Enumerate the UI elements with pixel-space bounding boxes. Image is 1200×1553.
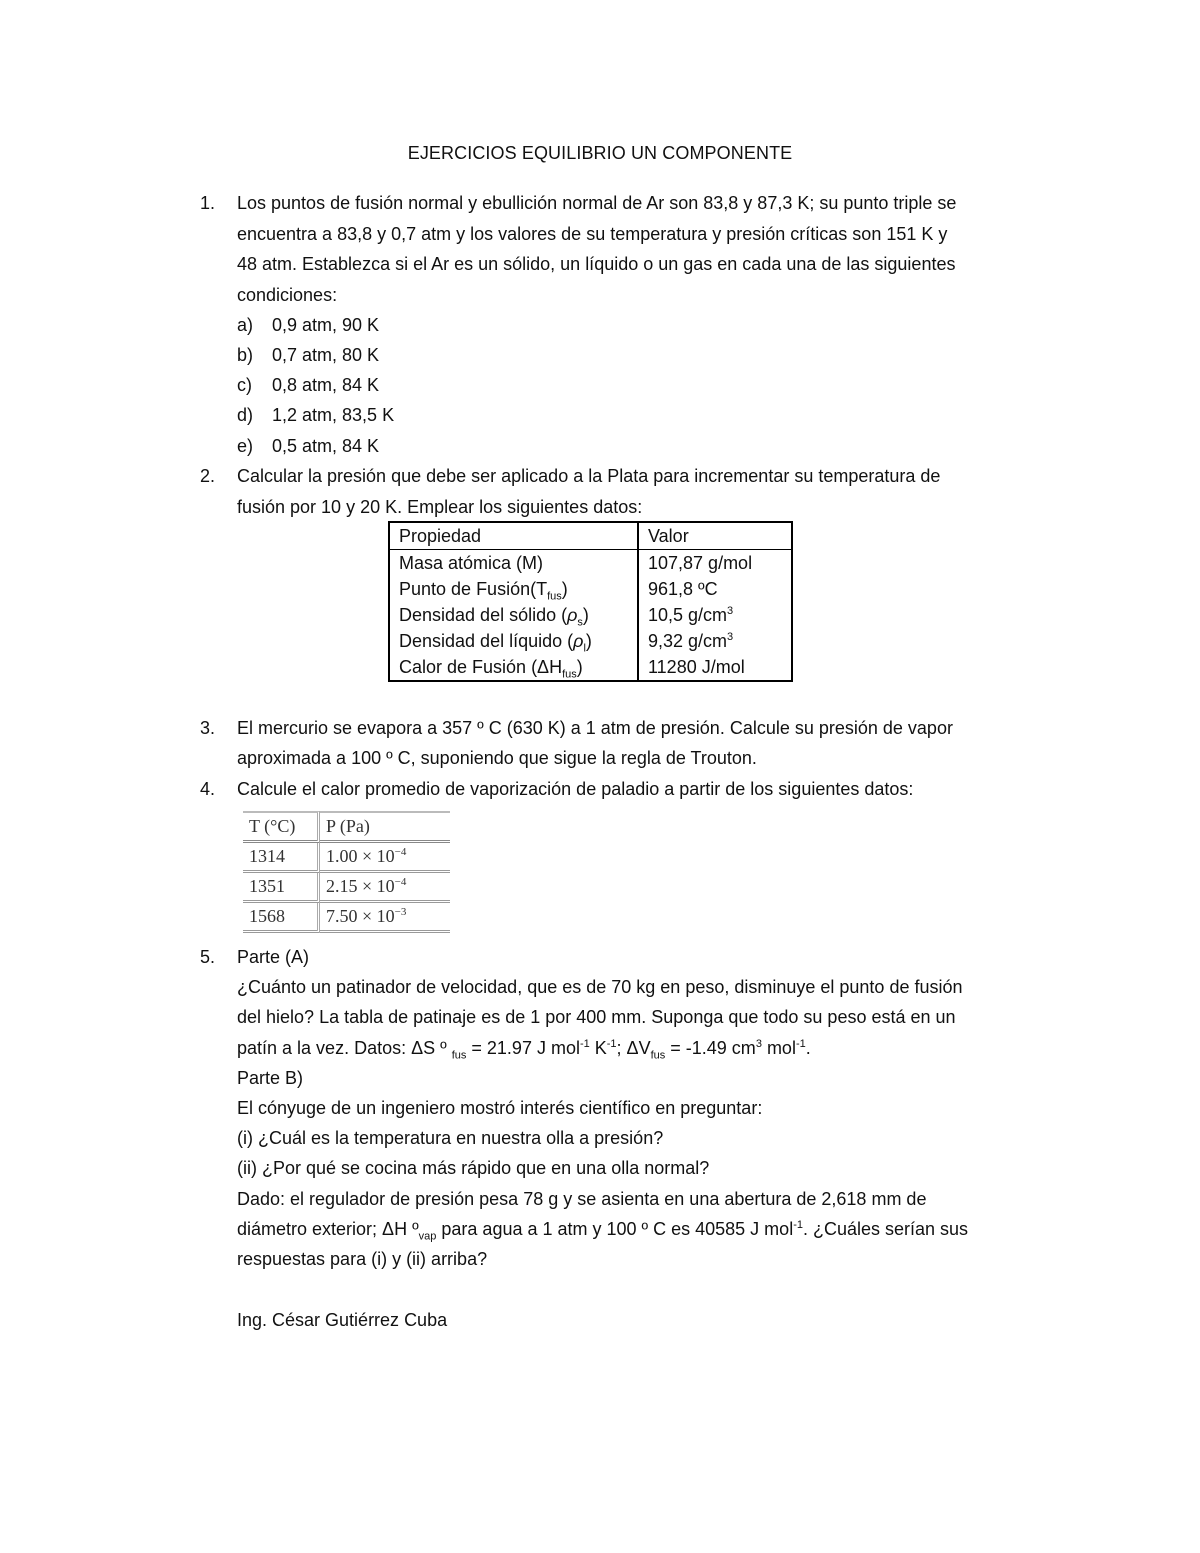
q1-item-text: 0,9 atm, 90 K xyxy=(272,315,380,335)
q2-line-2: fusión por 10 y 20 K. Emplear los siguientes datos: xyxy=(237,497,643,517)
property-text: Punto de Fusión(T xyxy=(399,579,548,599)
pressure-cell xyxy=(320,873,450,903)
q3-line-1: El mercurio se evapora a 357 º C (630 K) a 1 atm de presión. Calcule su presión de vapor xyxy=(237,718,953,738)
header-cell: Propiedad xyxy=(389,522,638,550)
q5-part-b-label: Parte B) xyxy=(237,1068,304,1088)
q1-item-text: 0,5 atm, 84 K xyxy=(272,436,380,456)
q2-line-1: Calcular la presión que debe ser aplicado a la Plata para incrementar su temperatura de xyxy=(237,466,941,486)
value-cell: 961,8 ºC xyxy=(638,576,792,602)
temperature-cell: 1351 xyxy=(243,873,320,903)
table-row xyxy=(389,550,792,577)
property-cell xyxy=(389,576,638,602)
header-cell: T (°C) xyxy=(243,811,320,843)
property-text-end: ) xyxy=(576,657,583,677)
property-text: Densidad del sólido ( xyxy=(399,605,568,625)
text-run: K xyxy=(589,1038,607,1058)
table-row xyxy=(243,903,450,933)
pressure-cell xyxy=(320,903,450,933)
value-cell: 107,87 g/mol xyxy=(638,550,792,577)
property-cell xyxy=(389,628,638,654)
table-row xyxy=(389,654,792,681)
table-row xyxy=(389,602,792,628)
pressure-exponent: −4 xyxy=(394,846,407,858)
q1-line-2: encuentra a 83,8 y 0,7 atm y los valores de su temperatura y presión críticas son 151 K y xyxy=(237,224,948,244)
table-header-row xyxy=(243,811,450,843)
q5-part-b-line-1: El cónyuge de un ingeniero mostró interés científico en preguntar: xyxy=(237,1098,763,1118)
subscript: fus xyxy=(451,1049,467,1062)
pressure-mantissa: 7.50 × 10 xyxy=(326,906,395,926)
text-run: . ¿Cuáles serían sus xyxy=(802,1219,969,1239)
q1-item-text: 0,7 atm, 80 K xyxy=(272,345,380,365)
superscript: 3 xyxy=(755,1038,762,1050)
text-run: diámetro exterior; ΔH º xyxy=(237,1219,419,1239)
q1-line-3: 48 atm. Establezca si el Ar es un sólido, un líquido o un gas en cada una de las siguientes xyxy=(237,254,956,274)
q4-line-1: Calcule el calor promedio de vaporización de paladio a partir de los siguientes datos: xyxy=(237,779,914,799)
q1-line-4: condiciones: xyxy=(237,285,338,305)
superscript: -1 xyxy=(793,1219,803,1231)
q5-part-b-line-3: (ii) ¿Por qué se cocina más rápido que en una olla normal? xyxy=(237,1158,710,1178)
text-run: mol xyxy=(761,1038,796,1058)
q1-item-letter: e) xyxy=(237,436,254,456)
value-superscript: 3 xyxy=(727,631,734,643)
signature: Ing. César Gutiérrez Cuba xyxy=(237,1310,448,1330)
pressure-cell xyxy=(320,843,450,873)
q1-item-text: 1,2 atm, 83,5 K xyxy=(272,405,395,425)
rho-symbol: ρ xyxy=(573,631,584,651)
property-text: Densidad del líquido ( xyxy=(399,631,574,651)
q1-item-letter: c) xyxy=(237,375,252,395)
palladium-data-table xyxy=(243,811,450,933)
value-text: 9,32 g/cm xyxy=(648,631,728,651)
text-run: ; ΔV xyxy=(616,1038,651,1058)
q5-number: 5. xyxy=(200,947,216,967)
property-cell: Masa atómica (M) xyxy=(389,550,638,577)
q1-line-1: Los puntos de fusión normal y ebullición normal de Ar son 83,8 y 87,3 K; su punto triple se xyxy=(237,193,957,213)
subscript: vap xyxy=(418,1230,437,1243)
property-text-end: ) xyxy=(585,631,592,651)
value-cell xyxy=(638,628,792,654)
page-title: EJERCICIOS EQUILIBRIO UN COMPONENTE xyxy=(407,143,793,163)
pressure-mantissa: 2.15 × 10 xyxy=(326,876,395,896)
value-superscript: 3 xyxy=(727,605,734,617)
property-text-end: ) xyxy=(561,579,568,599)
superscript: -1 xyxy=(606,1038,617,1050)
text-run: patín a la vez. Datos: ΔS º xyxy=(237,1038,452,1058)
text-run: . xyxy=(805,1038,811,1058)
value-cell: 11280 J/mol xyxy=(638,654,792,681)
q4-number: 4. xyxy=(200,779,216,799)
table-row xyxy=(389,628,792,654)
property-text-end: ) xyxy=(582,605,589,625)
table-row xyxy=(389,576,792,602)
property-subscript: s xyxy=(577,616,583,629)
text-run: = -1.49 cm xyxy=(665,1038,756,1058)
q5-part-b-line-2: (i) ¿Cuál es la temperatura en nuestra olla a presión? xyxy=(237,1128,664,1148)
superscript: -1 xyxy=(795,1038,806,1050)
q5-part-b-line-4: Dado: el regulador de presión pesa 78 g y se asienta en una abertura de 2,618 mm de xyxy=(237,1189,927,1209)
pressure-exponent: −3 xyxy=(394,906,407,918)
q3-line-2: aproximada a 100 º C, suponiendo que sigue la regla de Trouton. xyxy=(237,748,757,768)
q5-part-a-data-line xyxy=(237,1037,811,1062)
temperature-cell: 1568 xyxy=(243,903,320,933)
q5-part-b-data-line xyxy=(237,1218,969,1243)
property-subscript: fus xyxy=(562,668,577,681)
q5-part-a-line-2: del hielo? La tabla de patinaje es de 1 por 400 mm. Suponga que todo su peso está en un xyxy=(237,1007,956,1027)
pressure-exponent: −4 xyxy=(394,876,407,888)
pressure-mantissa: 1.00 × 10 xyxy=(326,846,395,866)
header-cell: Valor xyxy=(638,522,792,550)
value-text: 10,5 g/cm xyxy=(648,605,728,625)
q1-item-letter: b) xyxy=(237,345,254,365)
table-row xyxy=(243,873,450,903)
subscript: fus xyxy=(650,1049,666,1062)
text-run: = 21.97 J mol xyxy=(466,1038,580,1058)
property-subscript: l xyxy=(583,642,586,655)
q3-number: 3. xyxy=(200,718,216,738)
text-run: para agua a 1 atm y 100 º C es 40585 J mol xyxy=(436,1219,794,1239)
superscript: -1 xyxy=(579,1038,590,1050)
table-header-row xyxy=(389,522,792,550)
q1-item-letter: a) xyxy=(237,315,254,335)
property-subscript: fus xyxy=(547,590,562,603)
q1-item-text: 0,8 atm, 84 K xyxy=(272,375,380,395)
q5-part-a-line-1: ¿Cuánto un patinador de velocidad, que es de 70 kg en peso, disminuye el punto de fusión xyxy=(237,977,963,997)
q5-part-b-last-line: respuestas para (i) y (ii) arriba? xyxy=(237,1249,488,1269)
q1-item-letter: d) xyxy=(237,405,254,425)
q5-part-a-label: Parte (A) xyxy=(237,947,310,967)
value-cell xyxy=(638,602,792,628)
property-text: Calor de Fusión (ΔH xyxy=(399,657,563,677)
silver-properties-table xyxy=(388,521,793,682)
property-cell xyxy=(389,602,638,628)
q1-number: 1. xyxy=(200,193,216,213)
property-cell xyxy=(389,654,638,681)
temperature-cell: 1314 xyxy=(243,843,320,873)
table-row xyxy=(243,843,450,873)
q2-number: 2. xyxy=(200,466,216,486)
header-cell: P (Pa) xyxy=(320,811,450,843)
rho-symbol: ρ xyxy=(567,605,578,625)
